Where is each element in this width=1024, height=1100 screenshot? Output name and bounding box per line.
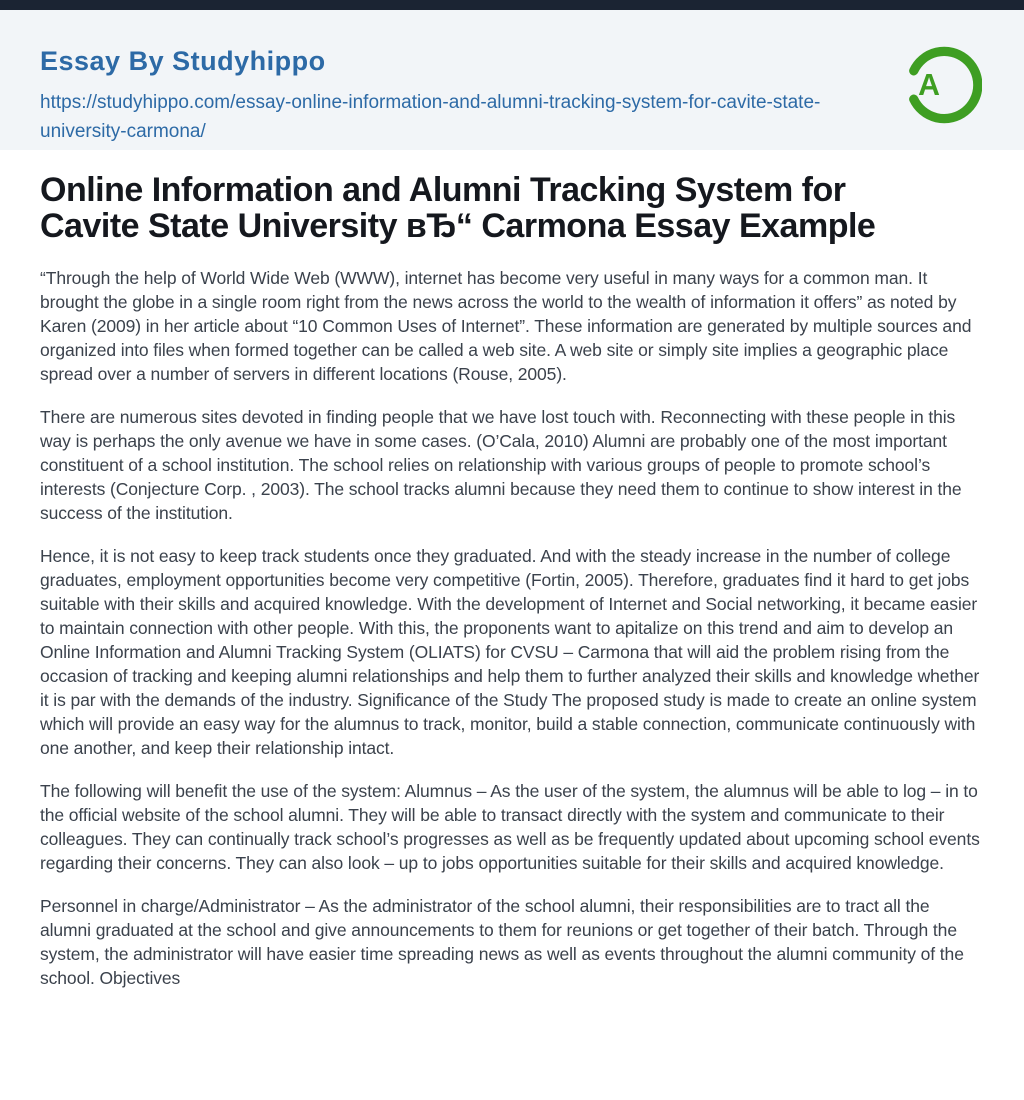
top-bar	[0, 0, 1024, 10]
article-paragraph-4: The following will benefit the use of the system: Alumnus – As the user of the system, the alumnus will be able to log – in to the official website of the school alumni. They will be able to transact directly with the system and communicate to their colleagues. They can continually track school’s progresses as well as be frequently updated about upcoming school events regarding their concerns. They can also look – up to jobs opportunities suitable for their skills and acquired knowledge.	[40, 781, 980, 873]
article-paragraph-2: There are numerous sites devoted in finding people that we have lost touch with. Reconnecting with these people in this way is perhaps the only avenue we have in some cases. (O’Cala, 2010) Alumni are probably one of the most important constituent of a school institution. The school relies on relationship with various groups of people to promote school’s interests (Conjecture Corp. , 2003). The school tracks alumni because they need them to continue to show interest in the success of the institution.	[40, 407, 962, 523]
site-title: Essay By Studyhippo	[40, 46, 326, 76]
studyhippo-arc-icon	[898, 40, 982, 130]
site-header	[0, 10, 1024, 150]
article-title: Online Information and Alumni Tracking System for Cavite State University вЂ“ Carmona Essay Example	[40, 171, 876, 245]
studyhippo-logo	[898, 40, 982, 130]
article	[0, 150, 1024, 990]
header-text	[40, 46, 840, 146]
source-url-link[interactable]: https://studyhippo.com/essay-online-information-and-alumni-tracking-system-for-cavite-state-university-carmona/	[40, 92, 821, 142]
article-paragraph-1: “Through the help of World Wide Web (WWW), internet has become very useful in many ways for a common man. It brought the globe in a single room right from the news across the world to the wealth of information it offers” as noted by Karen (2009) in her article about “10 Common Uses of Internet”. These information are generated by multiple sources and organized into files when formed together can be called a web site. A web site or simply site implies a geographic place spread over a number of servers in different locations (Rouse, 2005).	[40, 268, 972, 384]
logo-letter: A	[918, 69, 941, 103]
article-paragraph-3: Hence, it is not easy to keep track students once they graduated. And with the steady increase in the number of college graduates, employment opportunities become very competitive (Fortin, 2005). Therefore, graduates find it hard to get jobs suitable with their skills and acquired knowledge. With the development of Internet and Social networking, it became easier to maintain connection with other people. With this, the proponents want to apitalize on this trend and aim to develop an Online Information and Alumni Tracking System (OLIATS) for CVSU – Carmona that will aid the problem rising from the occasion of tracking and keeping alumni relationships and help them to further analyzed their skills and knowledge whether it is par with the demands of the industry. Significance of the Study The proposed study is made to create an online system which will provide an easy way for the alumnus to track, monitor, build a stable connection, communicate continuously with one another, and keep their relationship intact.	[40, 546, 980, 758]
article-paragraph-5: Personnel in charge/Administrator – As the administrator of the school alumni, their responsibilities are to tract all the alumni graduated at the school and give announcements to them for reunions or get together of their batch. Through the system, the administrator will have easier time spreading news as well as events throughout the alumni community of the school. Objectives	[40, 896, 964, 988]
